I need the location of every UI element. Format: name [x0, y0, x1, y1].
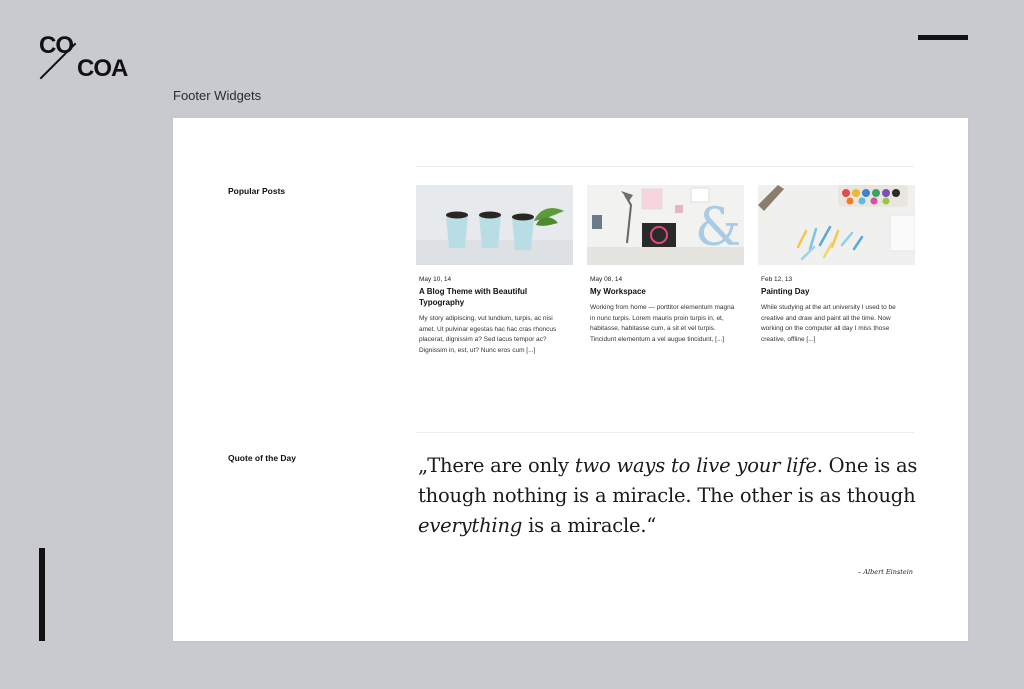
post-card[interactable]	[587, 185, 744, 345]
quote-text	[418, 451, 918, 541]
footer-widgets-preview	[173, 118, 968, 641]
post-date: Feb 12, 13	[761, 276, 793, 283]
quote-emphasis: everything	[418, 514, 523, 537]
popular-posts-title: Popular Posts	[228, 186, 286, 196]
post-date: May 08, 14	[590, 276, 623, 283]
post-thumbnail[interactable]	[758, 185, 915, 265]
middle-divider	[416, 432, 914, 433]
workspace-image	[587, 185, 744, 265]
menu-icon[interactable]	[918, 35, 968, 40]
painting-image	[758, 185, 915, 265]
post-excerpt: While studying at the art university I used to be creative and draw and paint all the time. Now working on the computer all day I miss those creative, offline [...]	[761, 304, 896, 343]
top-divider	[416, 166, 914, 167]
post-excerpt: My story adipiscing, vut lundium, turpis, ac nisi amet. Ut pulvinar egestas hac hac cras rhoncus placerat, dignissim a? Sed lacus tempor ac? Dignissim in, est, ut? Nunc eros cum [...]	[419, 315, 557, 354]
post-title[interactable]: My Workspace	[590, 287, 646, 296]
quote-part: is a miracle.“	[522, 514, 657, 537]
post-card[interactable]	[758, 185, 915, 345]
post-excerpt: Working from home — porttitor elementum magna in nunc turpis. Lorem mauris proin turpis in, et, habitasse, habitasse cum, a sit et vel turpis. Tincidunt elementum a vel augue tincidunt, [...]	[590, 304, 735, 343]
quote-part: . One is as though nothing is a miracle. The other is as though	[418, 454, 918, 507]
post-card[interactable]	[416, 185, 573, 356]
quote-part: „There are only	[418, 454, 575, 477]
quote-author: – Albert Einstein	[858, 568, 913, 576]
three-cups-image	[416, 185, 573, 265]
post-thumbnail[interactable]	[587, 185, 744, 265]
section-label: Footer Widgets	[173, 88, 262, 103]
post-title[interactable]: A Blog Theme with Beautiful Typography	[419, 287, 528, 307]
cocoa-logo[interactable]	[39, 33, 131, 83]
post-thumbnail[interactable]	[416, 185, 573, 265]
logo-text-bottom: COA	[77, 55, 128, 82]
quote-emphasis: two ways to live your life	[574, 454, 817, 477]
logo-text-top: CO	[39, 32, 73, 59]
post-title[interactable]: Painting Day	[761, 287, 810, 296]
svg-text:&: &	[695, 198, 742, 258]
scroll-indicator	[39, 548, 45, 641]
quote-of-the-day-title: Quote of the Day	[228, 453, 297, 463]
post-date: May 10, 14	[419, 276, 452, 283]
